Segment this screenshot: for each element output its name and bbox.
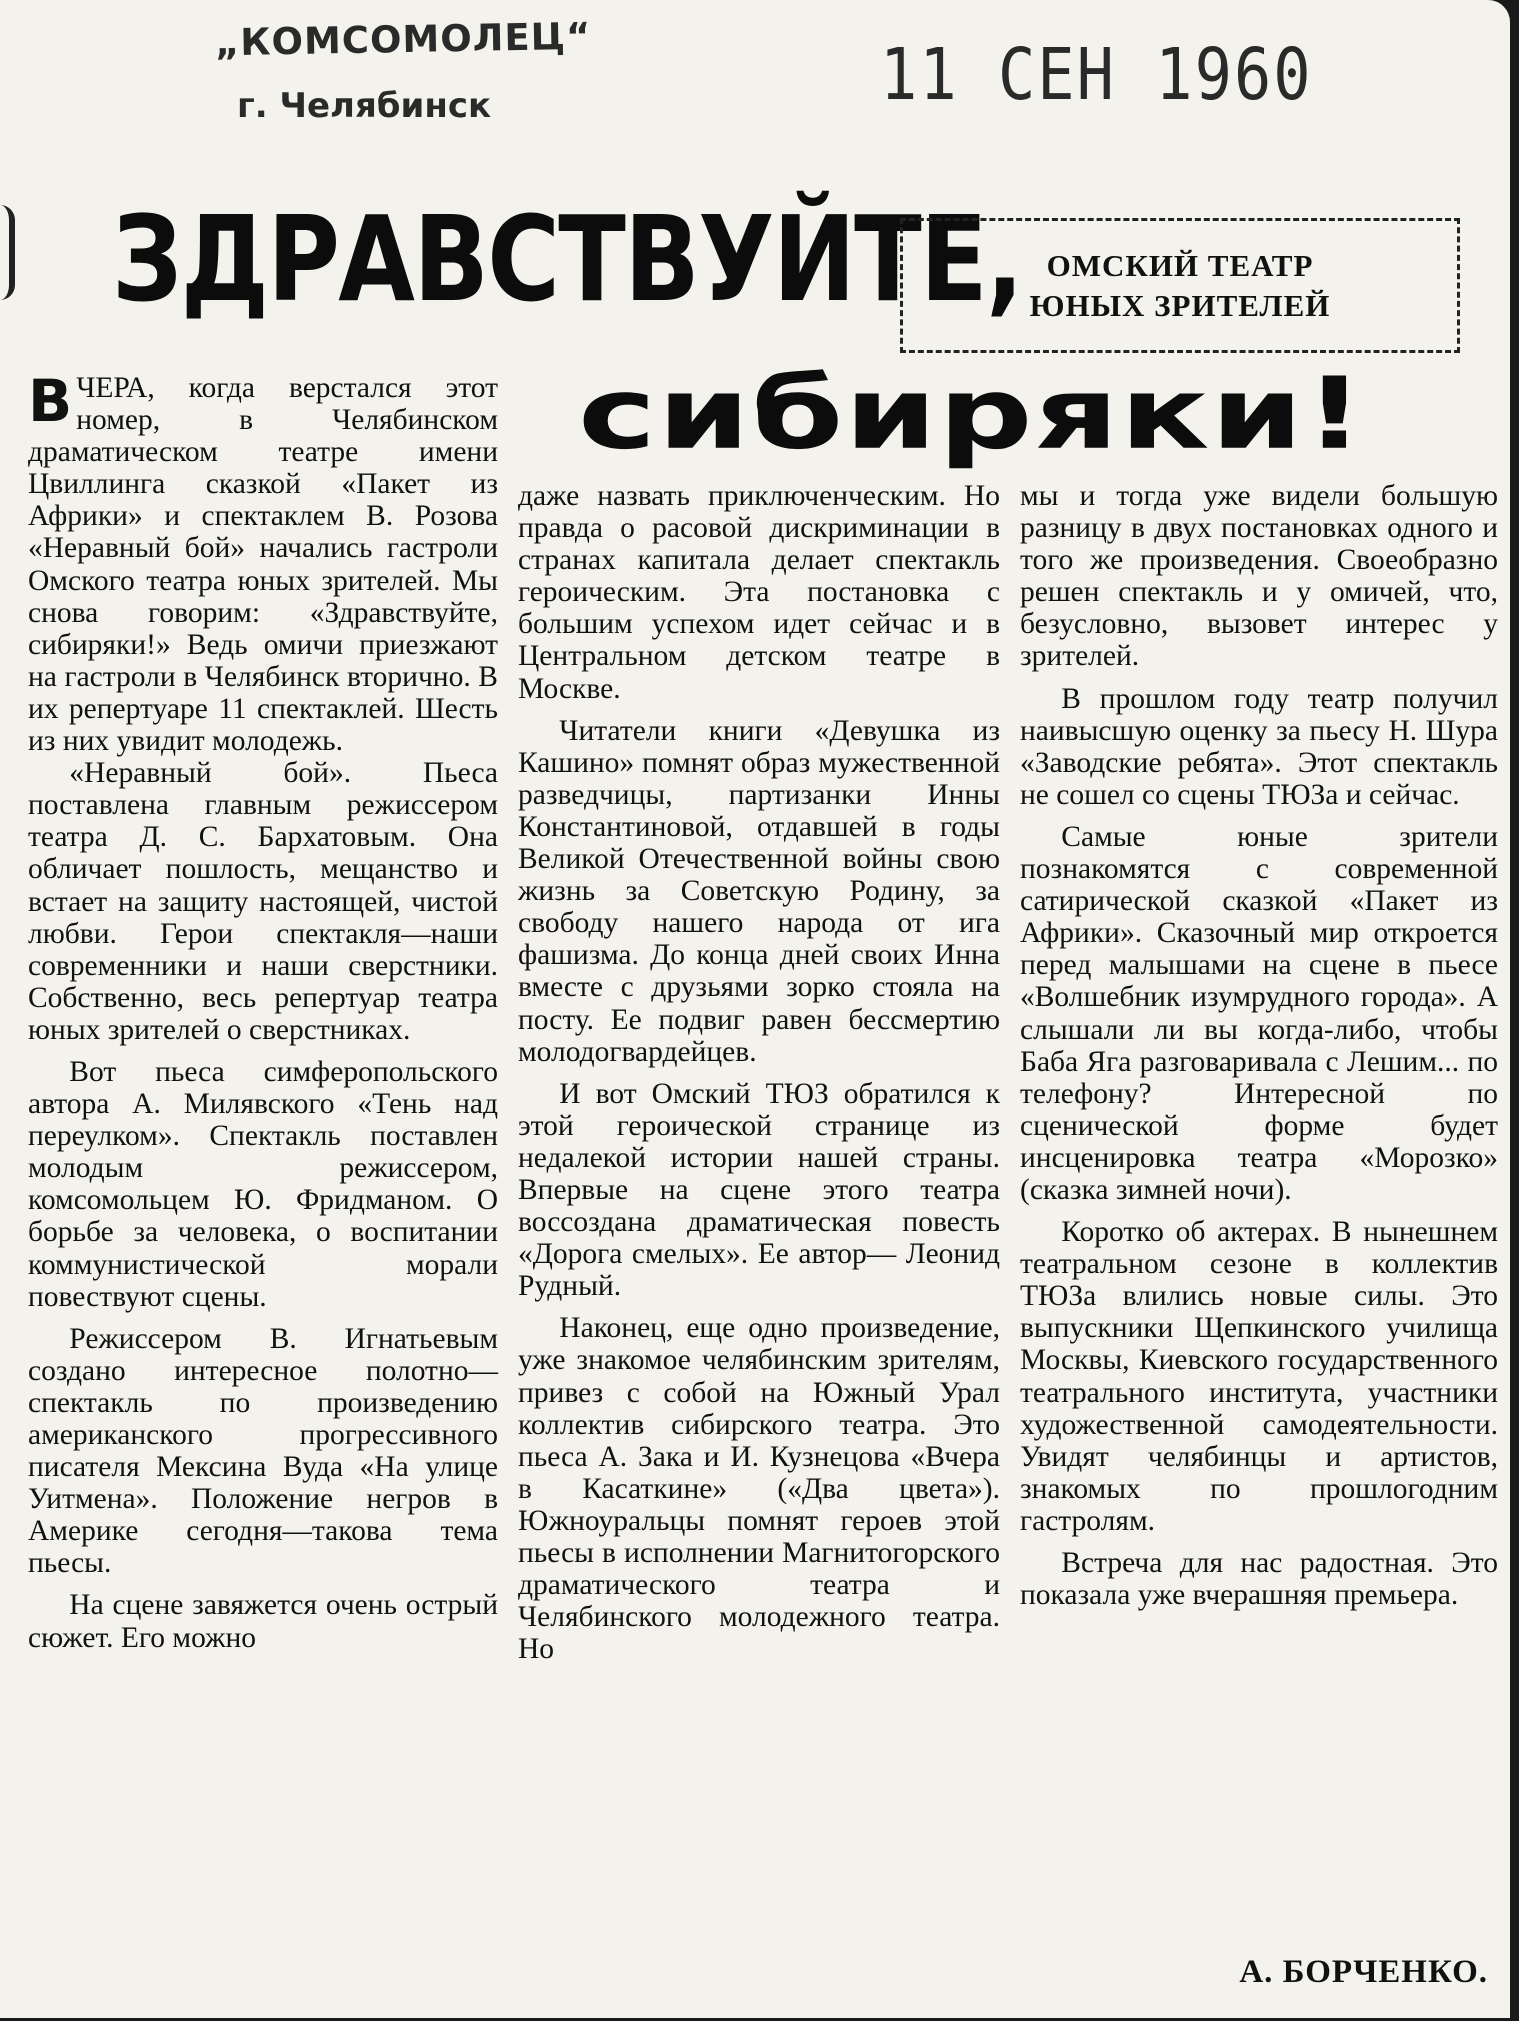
newspaper-name-stamp: „КОМСОМОЛЕЦ“ bbox=[214, 14, 592, 65]
article-column-3 bbox=[1020, 480, 1498, 1611]
kicker-line-1: ОМСКИЙ ТЕАТР bbox=[1046, 247, 1314, 283]
article-paragraph: Наконец, еще одно произведение, уже знакомое челябинским зрителям, привез с собой на Южный Урал коллектив сибирского театра. Это пьеса А. Зака и И. Кузнецова «Вчера в Касаткине» («Два цвета»). Южноуральцы помнят героев этой пьесы в исполнении Магнитогорского драматического театра и Челябинского молодежного театра. Но bbox=[518, 1312, 1000, 1666]
article-paragraph: Встреча для нас радостная. Это показала уже вчерашняя премьера. bbox=[1020, 1547, 1498, 1612]
article-paragraph bbox=[28, 367, 498, 758]
headline-line-2: сибиряки! bbox=[578, 355, 1366, 472]
paragraph-text: ЧЕРА, когда верстался этот номер, в Челябинском драматическом театре имени Цвиллинга сказкой «Пакет из Африки» и спектаклем В. Розова «Неравный бой» начались гастроли Омского театра юных зрителей. Мы снова говорим: «Здравствуйте, сибиряки!» Ведь омичи приезжают на гастроли в Челябинск вторично. В их репертуаре 11 спектаклей. Шесть из них увидит молодежь. bbox=[28, 372, 498, 758]
clipping-edge-mark bbox=[0, 205, 15, 300]
article-paragraph: Режиссером В. Игнатьевым создано интересное полотно—спектакль по произведению американского прогрессивного писателя Мексина Вуда «На улице Уитмена». Положение негров в Америке сегодня—такова тема пьесы. bbox=[28, 1322, 498, 1580]
drop-cap: В bbox=[28, 367, 73, 435]
article-paragraph: В прошлом году театр получил наивысшую оценку за пьесу Н. Шура «Заводские ребята». Этот спектакль не сошел со сцены ТЮЗа и сейчас. bbox=[1020, 682, 1498, 811]
headline-line-1: ЗДРАВСТВУЙТЕ, bbox=[112, 190, 1023, 328]
date-stamp: 11 СЕН 1960 bbox=[880, 32, 1313, 117]
article-paragraph: Коротко об актерах. В нынешнем театральном сезоне в коллектив ТЮЗа влились новые силы. Это выпускники Щепкинского училища Москвы, Киевского государственного театрального института, участники художественной самодеятельности. Увидят челябинцы и артистов, знакомых по прошлогодним гастролям. bbox=[1020, 1216, 1498, 1537]
article-paragraph: Читатели книги «Девушка из Кашино» помнят образ мужественной разведчицы, партизанки Инны Константиновой, отдавшей в годы Великой Отечественной войны свою жизнь за Советскую Родину, за свободу нашего народа от ига фашизма. До конца дней своих Инна вместе с друзьями зорко стояла на посту. Ее подвиг равен бессмертию молодогвардейцев. bbox=[518, 714, 1000, 1068]
article-paragraph: На сцене завяжется очень острый сюжет. Его можно bbox=[28, 1589, 498, 1654]
kicker-box bbox=[900, 218, 1460, 353]
article-paragraph: И вот Омский ТЮЗ обратился к этой героической странице из недалекой истории нашей страны. Впервые на сцене этого театра воссоздана драматическая повесть «Дорога смелых». Ее автор— Леонид Рудный. bbox=[518, 1077, 1000, 1303]
article-paragraph: даже назвать приключенческим. Но правда о расовой дискриминации в странах капитала делает спектакль героическим. Эта постановка с большим успехом идет сейчас и в Центральном детском театре в Москве. bbox=[518, 480, 1000, 705]
author-signature: А. БОРЧЕНКО. bbox=[1239, 1954, 1488, 1990]
article-paragraph: Самые юные зрители познакомятся с современной сатирической сказкой «Пакет из Африки». Сказочный мир откроется перед малышами на сцене в пьесе «Волшебник изумрудного города». А слышали ли вы когда-либо, чтобы Баба Яга разговаривала с Лешим... по телефону? Интересной по сценической форме будет инсценировка театра «Морозко» (сказка зимней ночи). bbox=[1020, 820, 1498, 1206]
article-paragraph: мы и тогда уже видели большую разницу в двух постановках одного и того же произведения. Своеобразно решен спектакль и у омичей, что, безусловно, вызовет интерес у зрителей. bbox=[1020, 480, 1498, 673]
kicker-line-2: ЮНЫХ ЗРИТЕЛЕЙ bbox=[1029, 287, 1331, 323]
article-column-1 bbox=[28, 367, 498, 1654]
city-stamp: г. Челябинск bbox=[237, 86, 492, 126]
article-paragraph: Вот пьеса симферопольского автора А. Милявского «Тень над переулком». Спектакль поставлен молодым режиссером, комсомольцем Ю. Фридманом. О борьбе за человека, о воспитании коммунистической морали повествуют сцены. bbox=[28, 1055, 498, 1313]
article-column-2 bbox=[518, 480, 1000, 1665]
article-paragraph: «Неравный бой». Пьеса поставлена главным режиссером театра Д. С. Бархатовым. Она обличает пошлость, мещанство и встает на защиту настоящей, чистой любви. Герои спектакля—наши современники и наши сверстники. Собственно, весь репертуар театра юных зрителей о сверстниках. bbox=[28, 757, 498, 1046]
